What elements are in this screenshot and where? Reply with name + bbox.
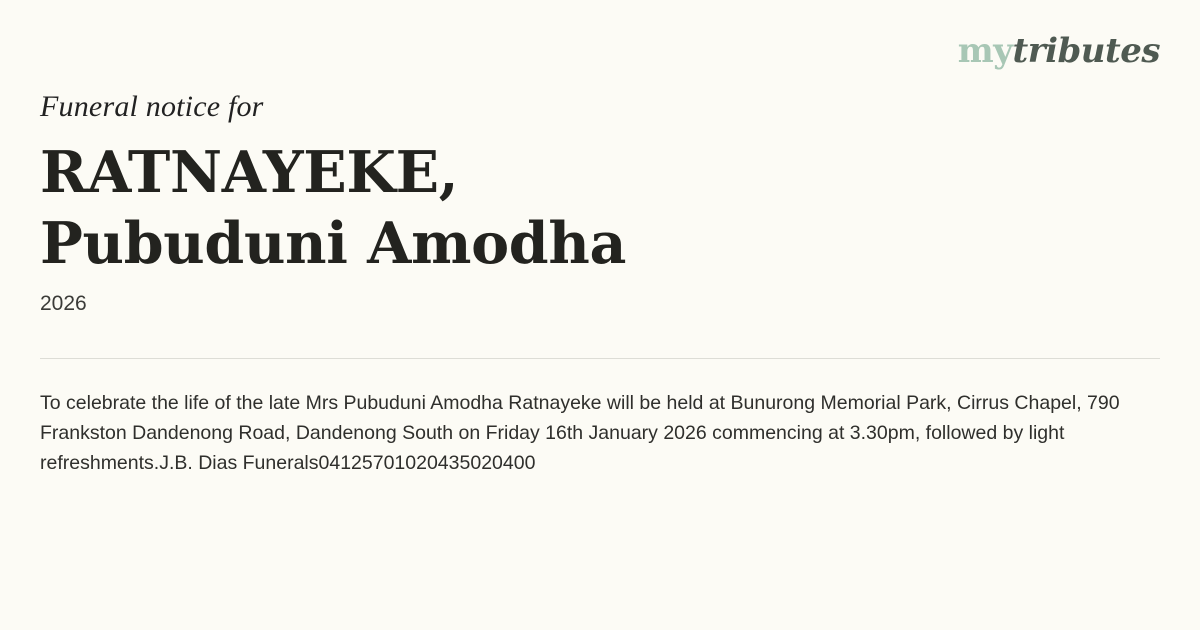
notice-body: To celebrate the life of the late Mrs Pubuduni Amodha Ratnayeke will be held at Bunurong Memorial Park, Cirrus Chapel, 790 Frankston Dandenong Road, Dandenong South on Friday 16th January 2026 commencing at 3.30pm, followed by light refreshments.J.B. Dias Funerals04125701020435020400 bbox=[40, 392, 1120, 474]
section-divider bbox=[40, 358, 1160, 359]
deceased-given-names: Pubuduni Amodha bbox=[40, 209, 627, 277]
notice-eyebrow: Funeral notice for bbox=[40, 90, 264, 123]
notice-year: 2026 bbox=[40, 292, 87, 315]
mytributes-logo bbox=[957, 31, 1160, 71]
logo-tributes-text: tributes bbox=[1012, 31, 1160, 71]
deceased-surname: RATNAYEKE, bbox=[40, 139, 459, 206]
page-title bbox=[40, 138, 940, 279]
logo-my-text: my bbox=[957, 31, 1013, 71]
